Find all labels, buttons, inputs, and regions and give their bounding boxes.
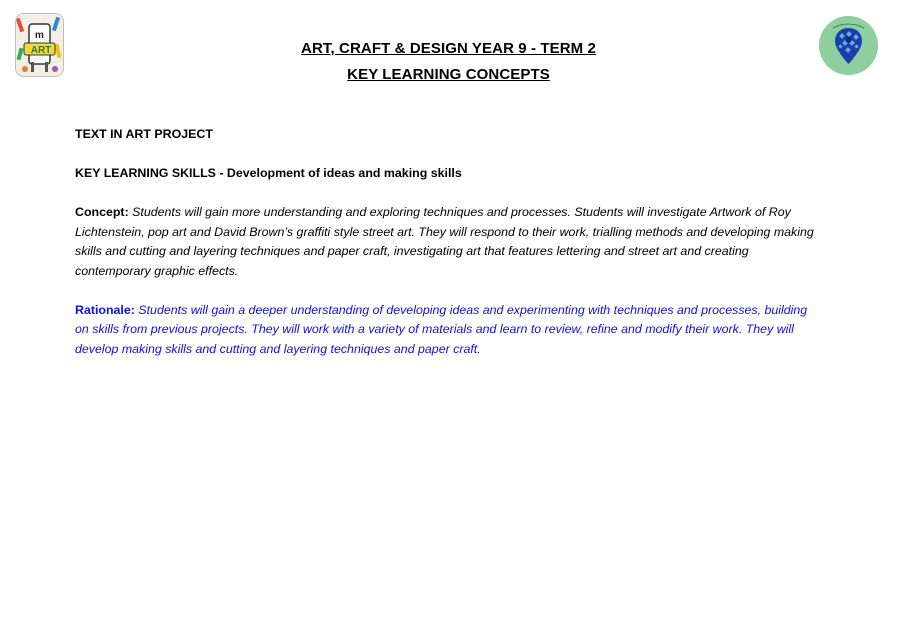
rationale-paragraph: [75, 301, 823, 360]
map-pin-graphic: [819, 16, 878, 75]
map-pin-logo-icon: [819, 16, 878, 75]
rationale-text: Students will gain a deeper understanding of developing ideas and experimenting with techniques and processes, building on skills from previous projects. They will work with a variety of materials and learn to review, refine and modify their work. They will develop making skills and cutting and layering techniques and paper craft.: [75, 302, 808, 356]
concept-paragraph: [75, 203, 823, 281]
concept-text: Students will gain more understanding and exploring techniques and processes. Students will investigate Artwork of Roy Lichtenstein, pop art and David Brown’s graffiti style street art. They will respond to their work, trialling methods and developing making skills and cutting and layering techniques and paper craft, investigating art that features lettering and street art and creating contemporary graphic effects.: [75, 205, 814, 278]
art-badge-text: ART: [30, 45, 52, 56]
skills-heading: KEY LEARNING SKILLS - Development of ideas and making skills: [75, 166, 462, 180]
document-title: [0, 36, 897, 88]
project-heading: TEXT IN ART PROJECT: [75, 127, 213, 141]
rationale-label: Rationale:: [75, 302, 135, 317]
concept-label: Concept:: [75, 205, 129, 219]
title-line-2: KEY LEARNING CONCEPTS: [347, 66, 550, 83]
svg-text:m: m: [35, 30, 44, 41]
title-line-1: ART, CRAFT & DESIGN YEAR 9 - TERM 2: [301, 40, 596, 57]
document-body: [75, 125, 823, 379]
